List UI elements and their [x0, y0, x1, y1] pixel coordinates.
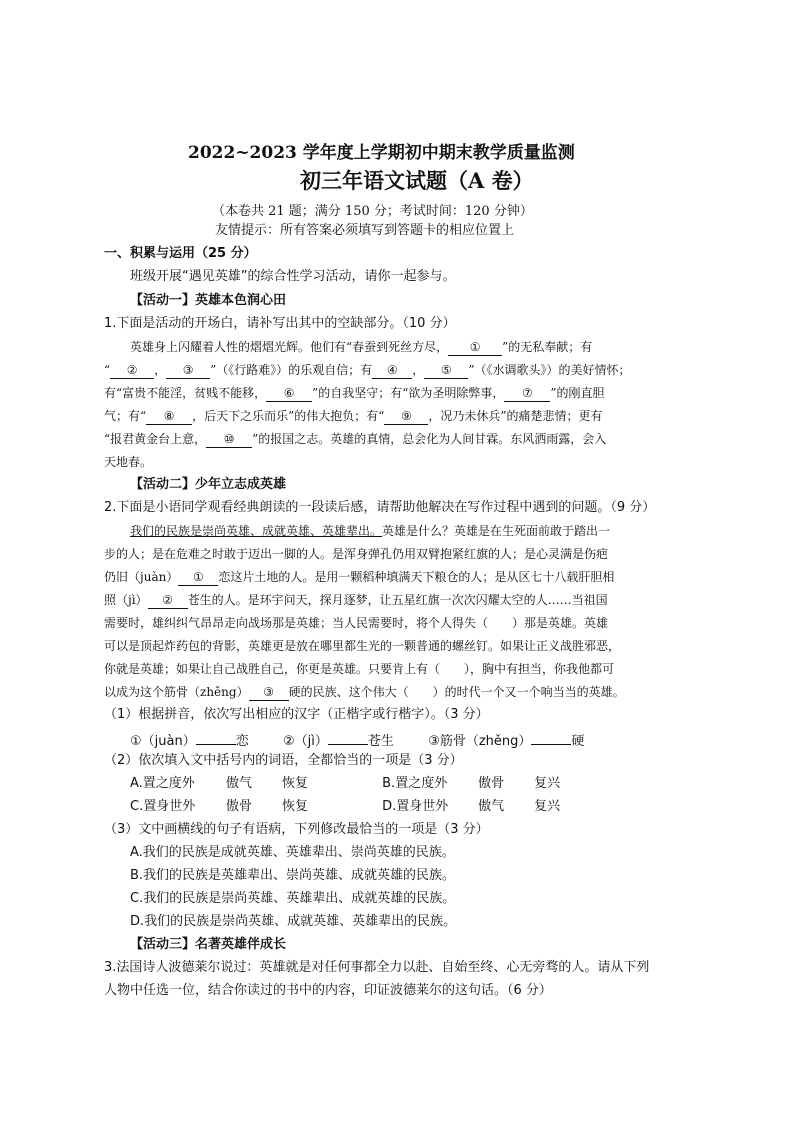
option-b[interactable]: B.我们的民族是英雄辈出、崇尚英雄、成就英雄的民族。: [130, 868, 456, 883]
passage-line: 有“富贵不能淫，贫贱不能移， ⑥ ”的自我坚守；有“欲为圣明除弊事， ⑦ ”的刚直胆: [104, 386, 605, 400]
option-d[interactable]: D.置身世外: [382, 799, 449, 814]
activity-heading: 【活动三】名著英雄伴成长: [130, 937, 287, 952]
answer-blank: [531, 729, 571, 745]
exam-title: 2022~2023 学年度上学期初中期末教学质量监测: [188, 143, 575, 163]
option-b[interactable]: B.置之度外: [382, 776, 448, 791]
activity-heading: 【活动一】英雄本色润心田: [130, 293, 287, 308]
sub-question-stem: （2）依次填入文中括号内的词语，全都恰当的一项是（3 分）: [104, 753, 463, 768]
option-row: C.置身世外 傲骨 恢复 D.置身世外 傲气 复兴: [130, 799, 561, 814]
answer-blank: ⑤: [424, 363, 468, 379]
answer-blank: ②: [110, 363, 154, 379]
option-c[interactable]: C.我们的民族是崇尚英雄、英雄辈出、成就英雄的民族。: [130, 891, 456, 906]
passage-line: 气；有“ ⑧ ，后天下之乐而乐”的伟大抱负；有“ ⑨ ，况乃未休兵”的痛楚悲情；更有: [104, 409, 603, 423]
sub-question-stem: （3）文中画横线的句子有语病，下列修改最恰当的一项是（3 分）: [104, 822, 489, 837]
question-stem: 3.法国诗人波德莱尔说过：英雄就是对任何事都全力以赴、自始至终、心无旁骛的人。请从下列: [104, 960, 650, 975]
passage-line: 你就是英雄；如果让自己战胜自己，你更是英雄。只要肯上有（ ），胸中有担当，你我他都可: [104, 662, 615, 676]
option-c[interactable]: C.置身世外: [130, 799, 196, 814]
answer-blank: ①: [178, 570, 218, 586]
exam-tip: 友情提示：所有答案必须填写到答题卡的相应位置上: [215, 223, 515, 238]
underlined-sentence: 我们的民族是崇尚英雄、成就英雄、英雄辈出。: [130, 524, 383, 538]
answer-blank: ①: [448, 340, 502, 356]
question-stem: 人物中任选一位，结合你读过的书中的内容，印证波德莱尔的这句话。（6 分）: [104, 983, 552, 998]
answer-blank: ⑨: [384, 409, 428, 425]
answer-blank: ⑦: [504, 386, 550, 402]
section-intro: 班级开展“遇见英雄”的综合性学习活动，请你一起参与。: [130, 269, 456, 284]
question-stem: 2.下面是小语同学观看经典朗读的一段读后感，请帮助他解决在写作过程中遇到的问题。（9 分）: [104, 500, 656, 515]
passage-line: 天地春。: [104, 455, 153, 469]
paper-title: 初三年语文试题（A 卷）: [300, 168, 534, 193]
answer-blank: ④: [372, 363, 412, 379]
passage-line: 步的人；是在危难之时敢于迈出一脚的人。是浑身弹孔仍用双臂抱紧红旗的人；是心灵满是伤疤: [104, 547, 609, 561]
answer-blank: [196, 729, 236, 745]
activity-heading: 【活动二】少年立志成英雄: [130, 477, 287, 492]
passage-line: “ ② ， ③ ”（《行路难》）的乐观自信；有 ④ ， ⑤ ”（《水调歌头》）的美好情怀；: [104, 363, 631, 377]
option-d[interactable]: D.我们的民族是崇尚英雄、成就英雄、英雄辈出的民族。: [130, 914, 457, 929]
answer-blank: ③: [166, 363, 210, 379]
question-stem: 1.下面是活动的开场白，请补写出其中的空缺部分。（10 分）: [104, 316, 456, 331]
passage-line: 照（jì） ② 苍生的人。是环宇问天，探月逐梦，让五星红旗一次次闪耀太空的人……当祖国: [104, 593, 608, 607]
answer-blank: ③: [249, 685, 289, 701]
sub-question-stem: （1）根据拼音，依次写出相应的汉字（正楷字或行楷字）。（3 分）: [104, 707, 489, 722]
passage-line: 以成为这个筋骨（zhěng） ③ 硬的民族、这个伟大（ ）的时代一个又一个响当当的英雄。: [104, 685, 625, 699]
answer-blank: ②: [148, 593, 188, 609]
passage-line: 我们的民族是崇尚英雄、成就英雄、英雄辈出。英雄是什么？英雄是在生死面前敢于踏出一: [130, 524, 611, 538]
passage-line: “报君黄金台上意， ⑩ ”的报国之志。英雄的真情，总会化为人间甘霖。东风洒雨露，会入: [104, 432, 607, 446]
passage-line: 需要时，雄纠纠气昂昂走向战场那是英雄；当人民需要时，将个人得失（ ）那是英雄。英雄: [104, 616, 609, 630]
answer-blank: ⑧: [146, 409, 192, 425]
option-a[interactable]: A.我们的民族是成就英雄、英雄辈出、崇尚英雄的民族。: [130, 845, 455, 860]
answer-blank: ⑩: [206, 432, 252, 448]
passage-line: 仍旧（juàn） ① 恋这片土地的人。是用一颗稻种填满天下粮仓的人；是从区七十八载肝胆相: [104, 570, 615, 584]
passage-line: 可以是顶起炸药包的背影，英雄更是放在哪里都生光的一颗普通的螺丝钉。如果让正义战胜邪恶，: [104, 639, 621, 653]
option-a[interactable]: A.置之度外: [130, 776, 195, 791]
answer-blank: ⑥: [266, 386, 312, 402]
passage-line: 英雄身上闪耀着人性的熠熠光辉。他们有“春蚕到死丝方尽， ① ”的无私奉献；有: [130, 340, 593, 354]
section-heading: 一、积累与运用（25 分）: [104, 246, 257, 261]
option-row: A.置之度外 傲气 恢复 B.置之度外 傲骨 复兴: [130, 776, 561, 791]
answer-blank: [328, 729, 368, 745]
pinyin-items: ①（juàn） 恋 ②（jì） 苍生 ③筋骨（zhěng） 硬: [130, 729, 584, 751]
exam-meta: （本卷共 21 题；满分 150 分；考试时间：120 分钟）: [212, 204, 533, 219]
